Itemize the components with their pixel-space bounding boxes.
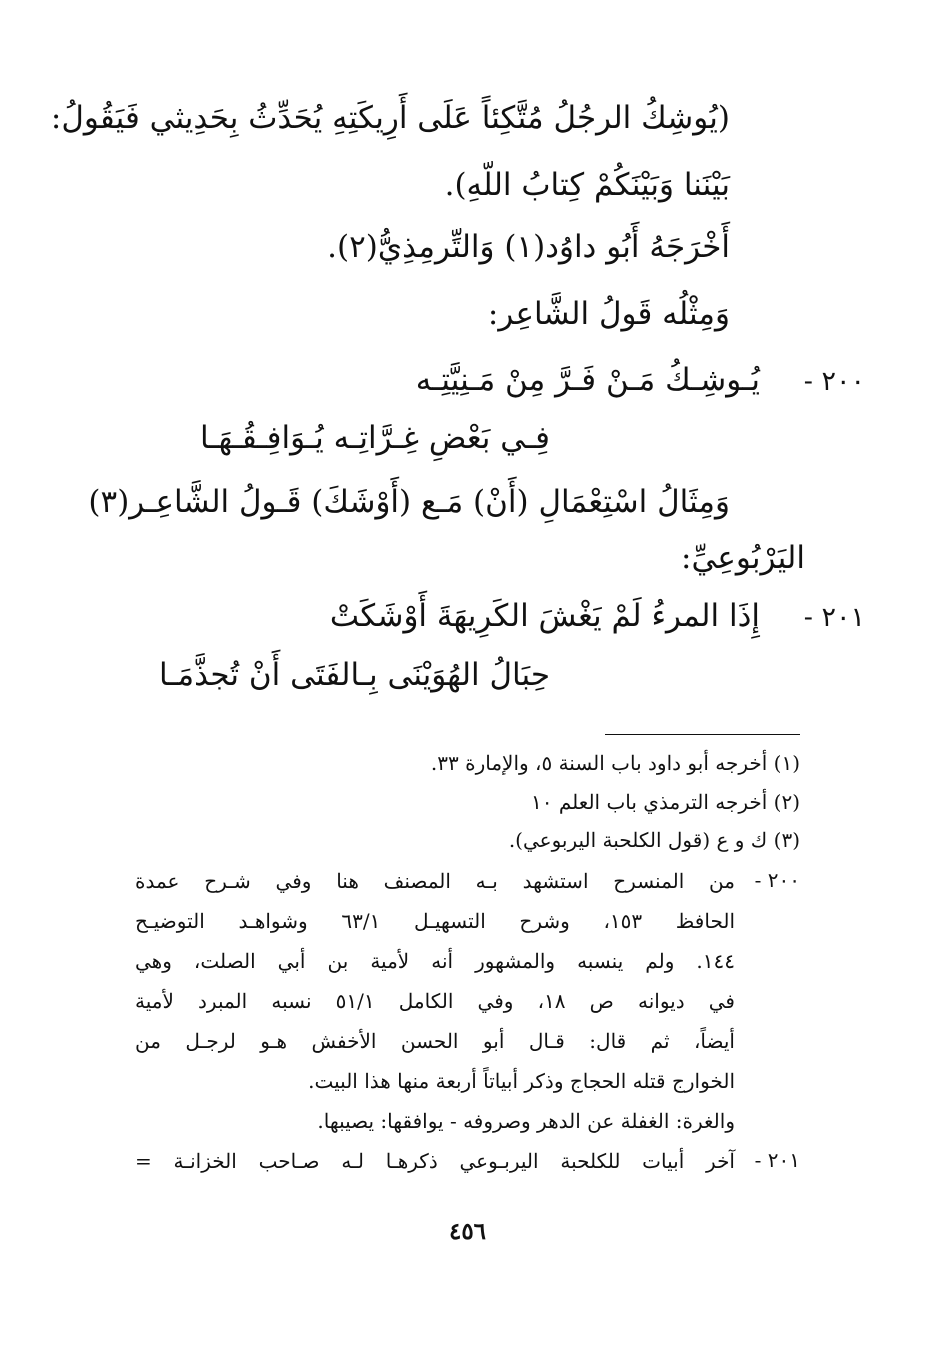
- verse-200-first-hemistich: يُـوشِـكُ مَـنْ فَـرَّ مِنْ مَـنِيَّتِـه: [415, 362, 760, 398]
- note-number-200: ٢٠٠ -: [754, 868, 800, 892]
- body-line-6: اليَرْبُوعِيِّ:: [681, 540, 805, 576]
- note-200-line-2: الحافظ ١٥٣، وشرح التسهيـل ٦٣/١ وشواهـد التوضيـح: [135, 909, 735, 933]
- note-201-line-1: آخر أبيات للكلحبة اليربـوعي ذكرهـا لـه صـاحب الخزانـة =: [135, 1149, 735, 1173]
- body-line-1: (يُوشِكُ الرجُلُ مُتَّكِئاً عَلَى أَرِيكَتِهِ يُحَدِّثُ بِحَدِيثي فَيَقُولُ:: [50, 100, 730, 136]
- body-line-2: بَيْنَنا وَبَيْنَكُمْ كِتابُ اللّهِ).: [444, 167, 730, 203]
- body-line-3: أَخْرَجَهُ أَبُو داوُد(١) وَالتِّرمِذِيُّ(٢).: [327, 229, 730, 265]
- note-200-line-1: من المنسرح استشهد بـه المصنف هنا وفي شـرح عمدة: [135, 869, 735, 893]
- verse-number-200: ٢٠٠ -: [803, 366, 865, 397]
- footnote-1: (١) أخرجه أبو داود باب السنة ٥، والإمارة ٣٣.: [430, 751, 800, 775]
- footnote-2: (٢) أخرجه الترمذي باب العلم ١٠: [531, 790, 800, 814]
- note-200-line-3: ١٤٤. ولم ينسبه والمشهور أنه لأمية بن أبي الصلت، وهي: [135, 949, 735, 973]
- footnote-3: (٣) ك و ع (قول الكلحبة اليربوعي).: [508, 828, 800, 852]
- note-number-201: ٢٠١ -: [754, 1148, 800, 1172]
- note-200-line-7: والغرة: الغفلة عن الدهر وصروفه - يوافقها: يصيبها.: [317, 1109, 735, 1133]
- verse-number-201: ٢٠١ -: [803, 602, 865, 633]
- body-line-4: وَمِثْلُه قَولُ الشَّاعِر:: [487, 296, 730, 332]
- footnote-separator: [605, 734, 800, 735]
- page-number: ٤٥٦: [448, 1218, 487, 1245]
- note-200-line-4: في ديوانه ص ١٨، وفي الكامل ٥١/١ نسبه المبرد لأمية: [135, 989, 735, 1013]
- verse-200-second-hemistich: فِـي بَعْضِ غِـرَّاتِـه يُـوَافِـقُـهَـا: [199, 420, 550, 456]
- note-200-line-5: أيضاً، ثم قال: قـال أبو الحسن الأخفش هـو لرجـل من: [135, 1029, 735, 1053]
- note-200-line-6: الخوارج قتله الحجاج وذكر أبياتاً أربعة منها هذا البيت.: [308, 1069, 735, 1093]
- verse-201-second-hemistich: حِبَالُ الهُوَيْنَى بِـالفَتَى أَنْ تُجذَّمَـا: [159, 657, 550, 693]
- body-line-5: وَمِثَالُ اسْتِعْمَالِ (أَنْ) مَـع (أَوْشَكَ) قَـولُ الشَّاعِـر(٣): [88, 484, 730, 520]
- verse-201-first-hemistich: إِذَا المرءُ لَمْ يَغْشَ الكَرِيهَةَ أَوْشَكَتْ: [329, 598, 760, 634]
